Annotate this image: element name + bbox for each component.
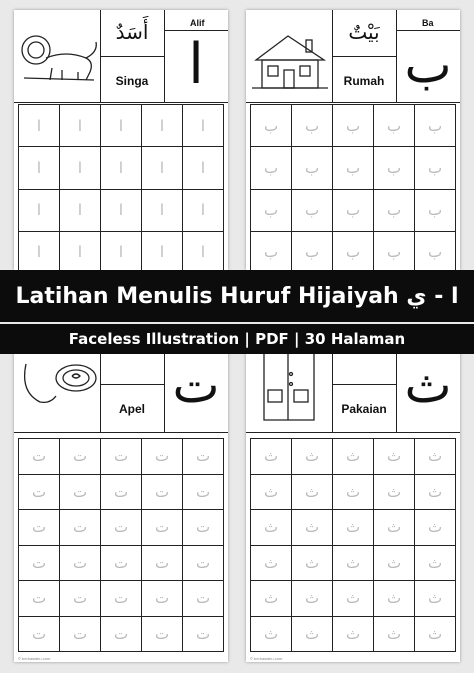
- tracing-cell: ث: [415, 510, 455, 545]
- tracing-cell: ب: [415, 147, 455, 188]
- tracing-cell: ت: [142, 581, 182, 616]
- tracing-cell: ت: [101, 581, 141, 616]
- worksheet-ta: [14, 340, 228, 662]
- tracing-cell: ب: [374, 232, 414, 270]
- tracing-cell: ث: [374, 439, 414, 474]
- worksheet-header: [14, 10, 228, 103]
- tracing-cell: ث: [333, 475, 373, 510]
- tracing-cell: ا: [60, 232, 100, 270]
- tracing-cell: ت: [142, 617, 182, 652]
- tracing-cell: ت: [19, 439, 59, 474]
- tracing-cell: ث: [415, 617, 455, 652]
- tracing-cell: ث: [333, 546, 373, 581]
- letter-name: Alif: [190, 18, 205, 28]
- tracing-cell: ث: [415, 475, 455, 510]
- tracing-cell: ت: [19, 475, 59, 510]
- tracing-cell: ث: [292, 475, 332, 510]
- title-banner: [0, 270, 474, 322]
- tracing-cell: ث: [333, 510, 373, 545]
- letter-cell: [396, 10, 460, 102]
- word-latin: Rumah: [343, 74, 385, 88]
- tracing-cell: ث: [251, 617, 291, 652]
- tracing-cell: ت: [60, 546, 100, 581]
- tracing-cell: ا: [19, 147, 59, 188]
- tracing-cell: ت: [142, 546, 182, 581]
- tracing-cell: ب: [415, 105, 455, 146]
- tracing-cell: ث: [251, 475, 291, 510]
- tracing-cell: ا: [19, 105, 59, 146]
- tracing-cell: ت: [60, 617, 100, 652]
- tracing-cell: ت: [142, 510, 182, 545]
- tracing-cell: ا: [101, 147, 141, 188]
- tracing-cell: ب: [333, 232, 373, 270]
- tracing-cell: ت: [19, 546, 59, 581]
- tracing-cell: ت: [101, 475, 141, 510]
- tracing-cell: ت: [19, 581, 59, 616]
- tracing-cell: ث: [251, 581, 291, 616]
- tracing-cell: ب: [374, 147, 414, 188]
- tracing-cell: ت: [183, 439, 223, 474]
- tracing-cell: ت: [19, 510, 59, 545]
- tracing-cell: ب: [292, 190, 332, 231]
- big-letter: ا: [188, 32, 204, 97]
- tracing-cell: ب: [251, 190, 291, 231]
- tracing-cell: ا: [142, 232, 182, 270]
- picture-cell: [246, 10, 333, 102]
- tracing-cell: ب: [333, 147, 373, 188]
- tracing-cell: ا: [142, 147, 182, 188]
- tracing-cell: ب: [415, 190, 455, 231]
- tracing-cell: ب: [292, 105, 332, 146]
- tracing-cell: ا: [101, 190, 141, 231]
- tracing-cell: ا: [101, 232, 141, 270]
- tracing-cell: ت: [60, 475, 100, 510]
- tracing-cell: ا: [183, 232, 223, 270]
- tracing-cell: ا: [183, 147, 223, 188]
- tracing-grid: [250, 104, 456, 270]
- big-letter: ت: [172, 356, 220, 414]
- tracing-cell: ت: [101, 510, 141, 545]
- tracing-cell: ب: [251, 105, 291, 146]
- page-subtitle: Faceless Illustration | PDF | 30 Halaman: [68, 330, 406, 348]
- subtitle-banner: [0, 324, 474, 354]
- picture-cell: [14, 10, 101, 102]
- tracing-cell: ب: [292, 147, 332, 188]
- tracing-cell: ت: [183, 510, 223, 545]
- tracing-cell: ب: [415, 232, 455, 270]
- tracing-cell: ث: [415, 581, 455, 616]
- tracing-cell: ث: [292, 617, 332, 652]
- tracing-cell: ت: [183, 475, 223, 510]
- tracing-cell: ت: [19, 617, 59, 652]
- tracing-cell: ث: [374, 546, 414, 581]
- tracing-cell: ت: [60, 581, 100, 616]
- tracing-cell: ا: [60, 105, 100, 146]
- tracing-cell: ث: [251, 510, 291, 545]
- tracing-cell: ت: [142, 439, 182, 474]
- tracing-cell: ث: [374, 617, 414, 652]
- word-arabic: أَسَدٌ: [115, 20, 149, 44]
- lion-icon: [16, 28, 100, 98]
- tracing-cell: ب: [292, 232, 332, 270]
- tracing-cell: ب: [374, 105, 414, 146]
- tracing-cell: ا: [142, 105, 182, 146]
- tracing-cell: ث: [333, 581, 373, 616]
- tracing-cell: ب: [374, 190, 414, 231]
- worksheet-ba: [246, 10, 460, 270]
- tracing-cell: ا: [19, 190, 59, 231]
- tracing-cell: ا: [183, 190, 223, 231]
- tracing-cell: ا: [60, 147, 100, 188]
- word-latin: Pakaian: [341, 402, 387, 416]
- big-letter: ث: [404, 356, 452, 414]
- big-letter: ب: [404, 36, 452, 94]
- tracing-cell: ت: [101, 439, 141, 474]
- tracing-cell: ث: [333, 439, 373, 474]
- worksheet-header: [246, 10, 460, 103]
- tracing-cell: ا: [101, 105, 141, 146]
- tracing-cell: ث: [292, 546, 332, 581]
- tracing-cell: ث: [292, 510, 332, 545]
- worksheet-alif: [14, 10, 228, 270]
- tracing-grid: [250, 438, 456, 652]
- word-latin: Apel: [118, 402, 145, 416]
- website-footer: © berkaslahu.com: [18, 656, 51, 661]
- tracing-cell: ت: [60, 439, 100, 474]
- tracing-cell: ث: [251, 439, 291, 474]
- tracing-cell: ت: [183, 617, 223, 652]
- tracing-cell: ث: [292, 439, 332, 474]
- tracing-cell: ت: [101, 546, 141, 581]
- tracing-cell: ا: [142, 190, 182, 231]
- tracing-cell: ت: [101, 617, 141, 652]
- tracing-cell: ا: [183, 105, 223, 146]
- word-arabic: بَيْتٌ: [348, 20, 380, 44]
- tracing-cell: ت: [142, 475, 182, 510]
- tracing-cell: ث: [374, 510, 414, 545]
- tracing-cell: ب: [333, 105, 373, 146]
- tracing-cell: ث: [374, 581, 414, 616]
- tracing-cell: ث: [251, 546, 291, 581]
- tracing-cell: ت: [60, 510, 100, 545]
- tracing-cell: ث: [333, 617, 373, 652]
- word-cell: [332, 10, 397, 102]
- tracing-cell: ب: [251, 147, 291, 188]
- tracing-cell: ث: [415, 546, 455, 581]
- word-latin: Singa: [115, 74, 149, 88]
- tracing-grid: [18, 438, 224, 652]
- worksheet-tsa: [246, 340, 460, 662]
- tracing-cell: ث: [374, 475, 414, 510]
- letter-name: Ba: [422, 18, 434, 28]
- tracing-cell: ا: [19, 232, 59, 270]
- website-footer: © berkaslahu.com: [250, 656, 283, 661]
- tracing-cell: ب: [333, 190, 373, 231]
- tracing-cell: ب: [251, 232, 291, 270]
- word-cell: [100, 10, 165, 102]
- tracing-cell: ت: [183, 546, 223, 581]
- tracing-cell: ث: [415, 439, 455, 474]
- page-title: Latihan Menulis Huruf Hijaiyah ا - ي: [15, 283, 459, 309]
- tracing-cell: ث: [292, 581, 332, 616]
- letter-cell: [164, 10, 228, 102]
- tracing-cell: ا: [60, 190, 100, 231]
- tracing-cell: ت: [183, 581, 223, 616]
- house-icon: [248, 26, 332, 96]
- tracing-grid: [18, 104, 224, 270]
